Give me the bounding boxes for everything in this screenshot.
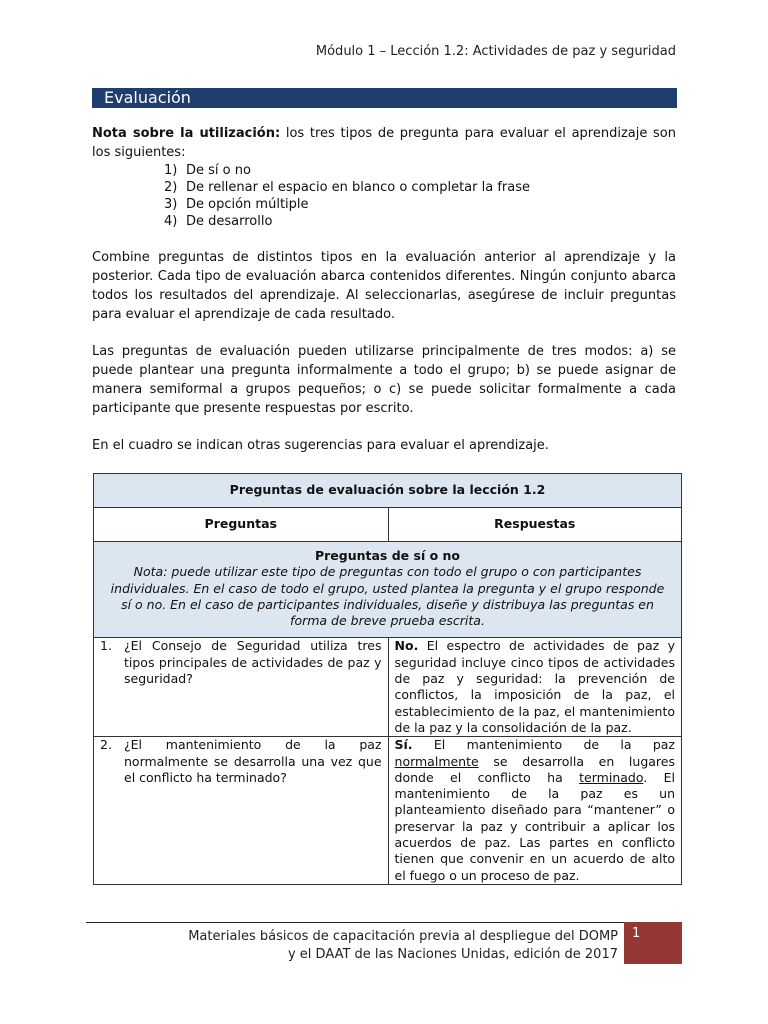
answer-text: . El mantenimiento de la paz es un planteamiento diseñado para “mantener” o preservar la paz y contribuir a aplicar los acuerdos de paz. Las partes en conflicto tienen que convenir en un acuerdo de alto el fuego o un proceso de paz. — [394, 769, 675, 883]
list-item-number: 4) — [164, 214, 178, 229]
answer-verdict: No. — [394, 638, 419, 654]
question-text: ¿El Consejo de Seguridad utiliza tres tipos principales de actividades de paz y seguridad? — [124, 638, 382, 687]
answer-emphasis: terminado — [579, 769, 644, 785]
list-item-label: De sí o no — [186, 163, 251, 178]
list-item-label: De rellenar el espacio en blanco o completar la frase — [186, 180, 530, 195]
list-item-number: 3) — [164, 197, 178, 212]
column-header-answers: Respuestas — [388, 508, 681, 542]
table-title: Preguntas de evaluación sobre la lección 1.2 — [94, 474, 682, 508]
question-number: 2. — [100, 737, 112, 753]
question-text: ¿El mantenimiento de la paz normalmente se desarrolla una vez que el conflicto ha terminado? — [124, 737, 382, 785]
table-row — [94, 737, 682, 885]
question-cell — [94, 737, 389, 885]
answer-emphasis: normalmente — [394, 753, 479, 769]
list-item-label: De opción múltiple — [186, 197, 309, 212]
yes-no-heading: Preguntas de sí o no — [314, 548, 461, 563]
usage-note-text: los tres tipos de pregunta para evaluar el aprendizaje son los siguientes: — [92, 126, 677, 160]
intro-content — [92, 124, 676, 455]
paragraph-modes: Las preguntas de evaluación pueden utilizarse principalmente de tres modos: a) se puede plantear una pregunta informalmente a todo el grupo; b) se puede asignar de manera semiformal a grupos pequeños; o c) se puede solicitar formalmente a cada participante que presente respuestas por escrito. — [92, 344, 676, 416]
answer-text: El mantenimiento de la paz — [412, 737, 675, 753]
list-item — [164, 196, 676, 213]
list-item-number: 1) — [164, 163, 178, 178]
question-number: 1. — [100, 638, 112, 654]
paragraph-combine: Combine preguntas de distintos tipos en la evaluación anterior al aprendizaje y la posterior. Cada tipo de evaluación abarca contenidos diferentes. Ningún conjunto abarca todos los resultados del aprendizaje. Al seleccionarlas, asegúrese de incluir preguntas para evaluar el aprendizaje de cada resultado. — [92, 250, 676, 322]
list-item-label: De desarrollo — [186, 214, 273, 229]
running-header: Módulo 1 – Lección 1.2: Actividades de paz y seguridad — [315, 44, 676, 59]
evaluation-table — [93, 473, 682, 885]
section-title: Evaluación — [104, 88, 191, 107]
list-item — [164, 213, 676, 230]
answer-verdict: Sí. — [394, 737, 413, 753]
paragraph-suggestions: En el cuadro se indican otras sugerencias para evaluar el aprendizaje. — [92, 438, 549, 453]
usage-note-label: Nota sobre la utilización: — [92, 126, 281, 141]
answer-cell — [388, 737, 681, 885]
yes-no-note: Nota: puede utilizar este tipo de preguntas con todo el grupo o con participantes individuales. En el caso de todo el grupo, usted plantea la pregunta y el grupo responde sí o no. En el caso de participantes individuales, diseñe y distribuya las preguntas en forma de breve prueba escrita. — [110, 564, 665, 629]
page-number: 1 — [632, 926, 641, 941]
usage-note — [92, 124, 676, 162]
question-cell — [94, 638, 389, 737]
question-types-list — [92, 162, 676, 230]
column-header-questions: Preguntas — [94, 508, 389, 542]
footer-line-2: y el DAAT de las Naciones Unidas, edición de 2017 — [287, 947, 618, 962]
footer-text — [188, 928, 618, 964]
answer-text: se desarrolla en lugares donde el conflicto ha — [394, 753, 675, 785]
list-item-number: 2) — [164, 180, 178, 195]
section-title-bar — [92, 88, 677, 108]
answer-cell — [388, 638, 681, 737]
list-item — [164, 179, 676, 196]
answer-text: El espectro de actividades de paz y seguridad incluye cinco tipos de actividades de paz y seguridad: la prevención de conflictos, la imposición de la paz, el establecimiento de la paz, el mantenimiento de la paz y la consolidación de la paz. — [394, 638, 675, 735]
footer-line-1: Materiales básicos de capacitación previa al despliegue del DOMP — [188, 929, 618, 944]
page-number-box — [624, 922, 682, 964]
yes-no-section — [94, 542, 682, 638]
footer-divider — [86, 922, 624, 923]
table-row — [94, 638, 682, 737]
list-item — [164, 162, 676, 179]
